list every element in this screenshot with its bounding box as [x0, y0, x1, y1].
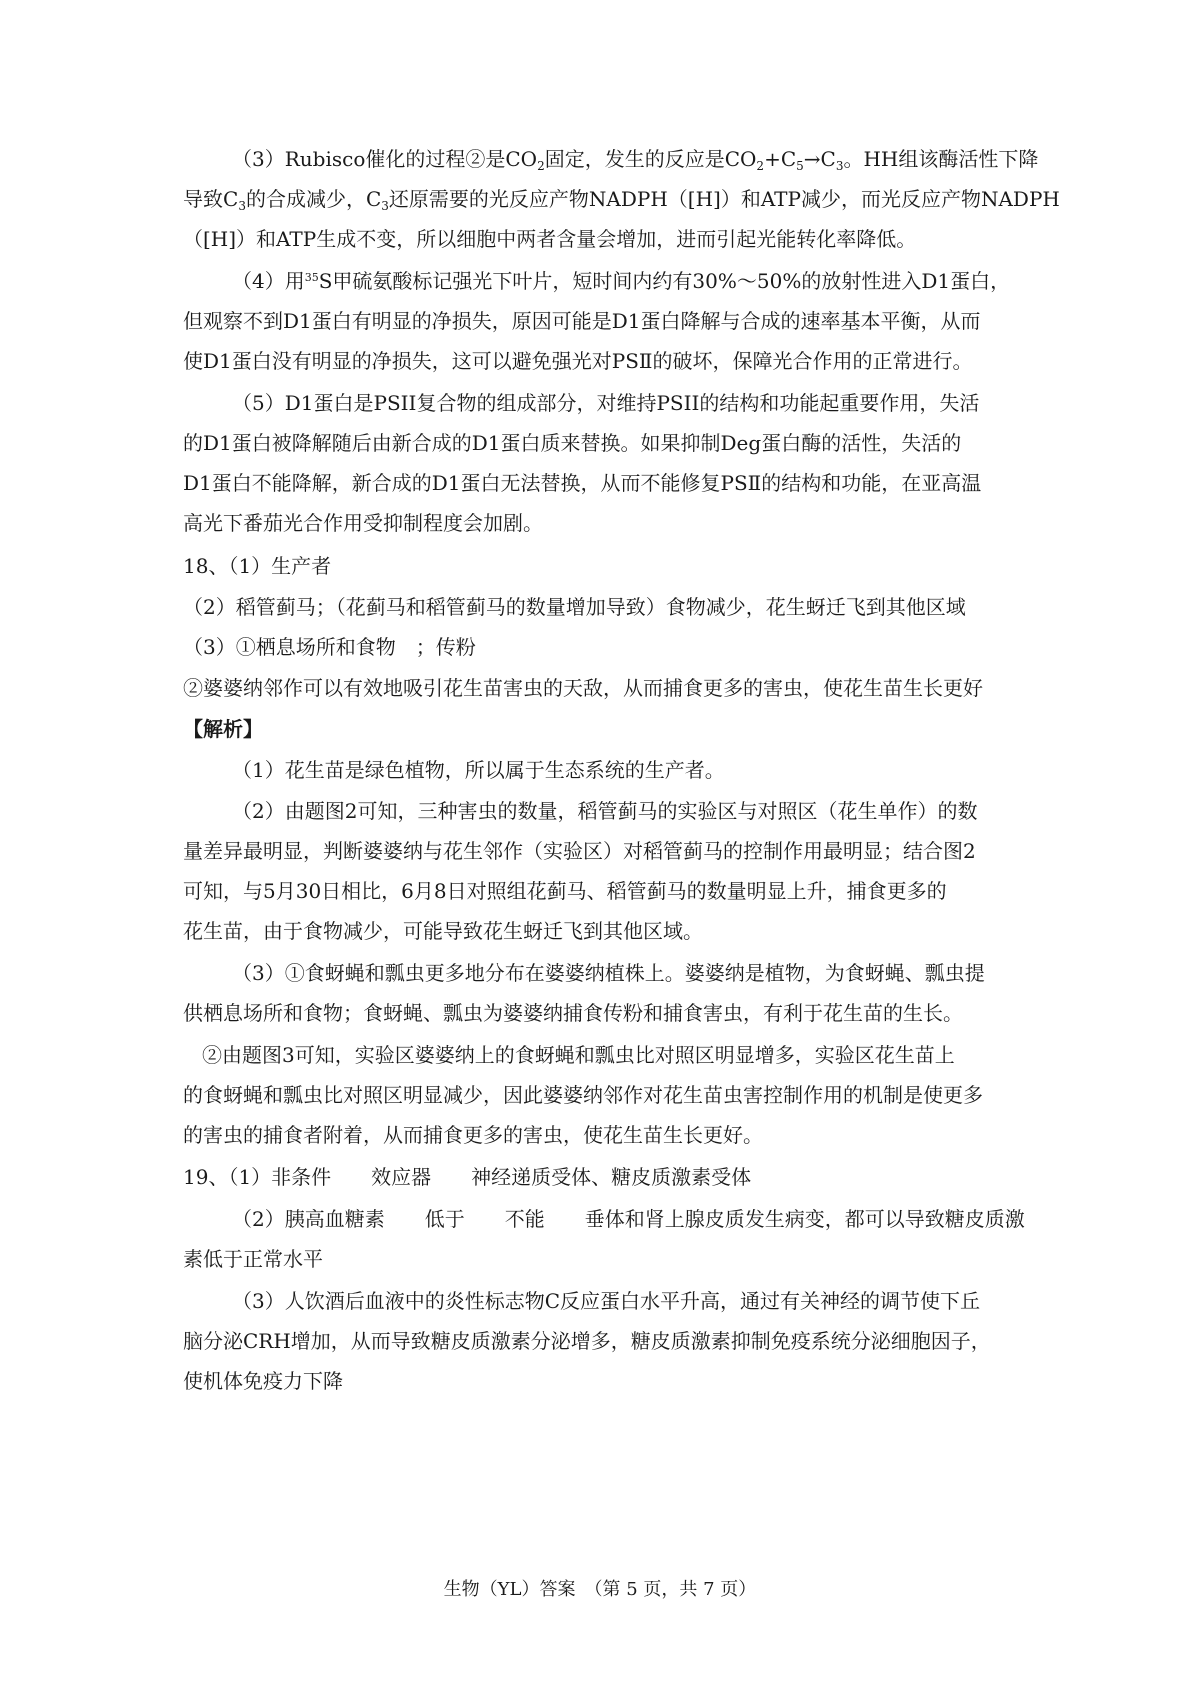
- analysis-18-2-line-1: （2）由题图2可知，三种害虫的数量，稻管蓟马的实验区与对照区（花生单作）的数: [232, 799, 978, 823]
- answer-17-3-line-1: （3）Rubisco催化的过程②是$CO_2$固定，发生的反应是$CO_2+C_5\to C_3$。HH组该酶活性下降: [232, 147, 1039, 173]
- answer-17-5-line-4: 高光下番茄光合作用受抑制程度会加剧。: [183, 511, 543, 535]
- analysis-18-2-line-4: 花生苗，由于食物减少，可能导致花生蚜迁飞到其他区域。: [183, 919, 703, 943]
- answer-18-1: 18、（1）生产者: [183, 554, 332, 578]
- answer-18-3: （3）①栖息场所和食物 ；传粉: [183, 635, 476, 659]
- answer-17-5-line-2: 的D1蛋白被降解随后由新合成的D1蛋白质来替换。如果抑制Deg蛋白酶的活性，失活的: [183, 431, 962, 455]
- analysis-18-1: （1）花生苗是绿色植物，所以属于生态系统的生产者。: [232, 758, 725, 782]
- answer-17-4-line-3: 使D1蛋白没有明显的净损失，这可以避免强光对PSⅡ的破坏，保障光合作用的正常进行。: [183, 349, 973, 373]
- analysis-18-3-line-3: ②由题图3可知，实验区婆婆纳上的食蚜蝇和瓢虫比对照区明显增多，实验区花生苗上: [202, 1043, 955, 1067]
- answer-17-5-line-1: （5）D1蛋白是PSII复合物的组成部分，对维持PSII的结构和功能起重要作用，失活: [232, 391, 980, 415]
- answer-19-2-line-2: 素低于正常水平: [183, 1247, 323, 1271]
- answer-18-2: （2）稻管蓟马；（花蓟马和稻管蓟马的数量增加导致）食物减少，花生蚜迁飞到其他区域: [183, 595, 966, 619]
- answer-19-2-line-1: （2）胰高血糖素 低于 不能 垂体和肾上腺皮质发生病变，都可以导致糖皮质激: [232, 1207, 1025, 1231]
- answer-17-3-line-3: （[H]）和ATP生成不变，所以细胞中两者含量会增加，进而引起光能转化率降低。: [183, 227, 917, 251]
- analysis-18-3-line-5: 的害虫的捕食者附着，从而捕食更多的害虫，使花生苗生长更好。: [183, 1123, 763, 1147]
- answer-19-3-line-3: 使机体免疫力下降: [183, 1369, 343, 1393]
- answer-17-4-line-2: 但观察不到D1蛋白有明显的净损失，原因可能是D1蛋白降解与合成的速率基本平衡，从而: [183, 309, 981, 333]
- answer-19-1: 19、（1）非条件 效应器 神经递质受体、糖皮质激素受体: [183, 1165, 752, 1189]
- analysis-18-2-line-2: 量差异最明显，判断婆婆纳与花生邻作（实验区）对稻管蓟马的控制作用最明显；结合图2: [183, 839, 976, 863]
- page-footer: 生物（YL）答案 （第 5 页，共 7 页）: [443, 1579, 757, 1600]
- answer-19-3-line-1: （3）人饮酒后血液中的炎性标志物C反应蛋白水平升高，通过有关神经的调节使下丘: [232, 1289, 981, 1313]
- analysis-18-3-line-2: 供栖息场所和食物；食蚜蝇、瓢虫为婆婆纳捕食传粉和捕食害虫，有利于花生苗的生长。: [183, 1001, 963, 1025]
- answer-17-4-line-1: （4）用$^{35}$S甲硫氨酸标记强光下叶片，短时间内约有30%～50%的放射性进入D1蛋白，: [232, 269, 1011, 293]
- analysis-heading: 【解析】: [183, 717, 263, 741]
- answer-18-3-2: ②婆婆纳邻作可以有效地吸引花生苗害虫的天敌，从而捕食更多的害虫，使花生苗生长更好: [183, 676, 983, 700]
- answer-17-3-line-2: 导致$C_3$的合成减少，$C_3$还原需要的光反应产物NADPH（[H]）和ATP减少，而光反应产物NADPH: [183, 187, 1060, 213]
- answer-17-5-line-3: D1蛋白不能降解，新合成的D1蛋白无法替换，从而不能修复PSⅡ的结构和功能，在亚高温: [183, 471, 982, 495]
- analysis-18-3-line-4: 的食蚜蝇和瓢虫比对照区明显减少，因此婆婆纳邻作对花生苗虫害控制作用的机制是使更多: [183, 1083, 983, 1107]
- analysis-18-2-line-3: 可知，与5月30日相比，6月8日对照组花蓟马、稻管蓟马的数量明显上升，捕食更多的: [183, 879, 947, 903]
- answer-19-3-line-2: 脑分泌CRH增加，从而导致糖皮质激素分泌增多，糖皮质激素抑制免疫系统分泌细胞因子，: [183, 1329, 991, 1353]
- analysis-18-3-line-1: （3）①食蚜蝇和瓢虫更多地分布在婆婆纳植株上。婆婆纳是植物，为食蚜蝇、瓢虫提: [232, 961, 985, 985]
